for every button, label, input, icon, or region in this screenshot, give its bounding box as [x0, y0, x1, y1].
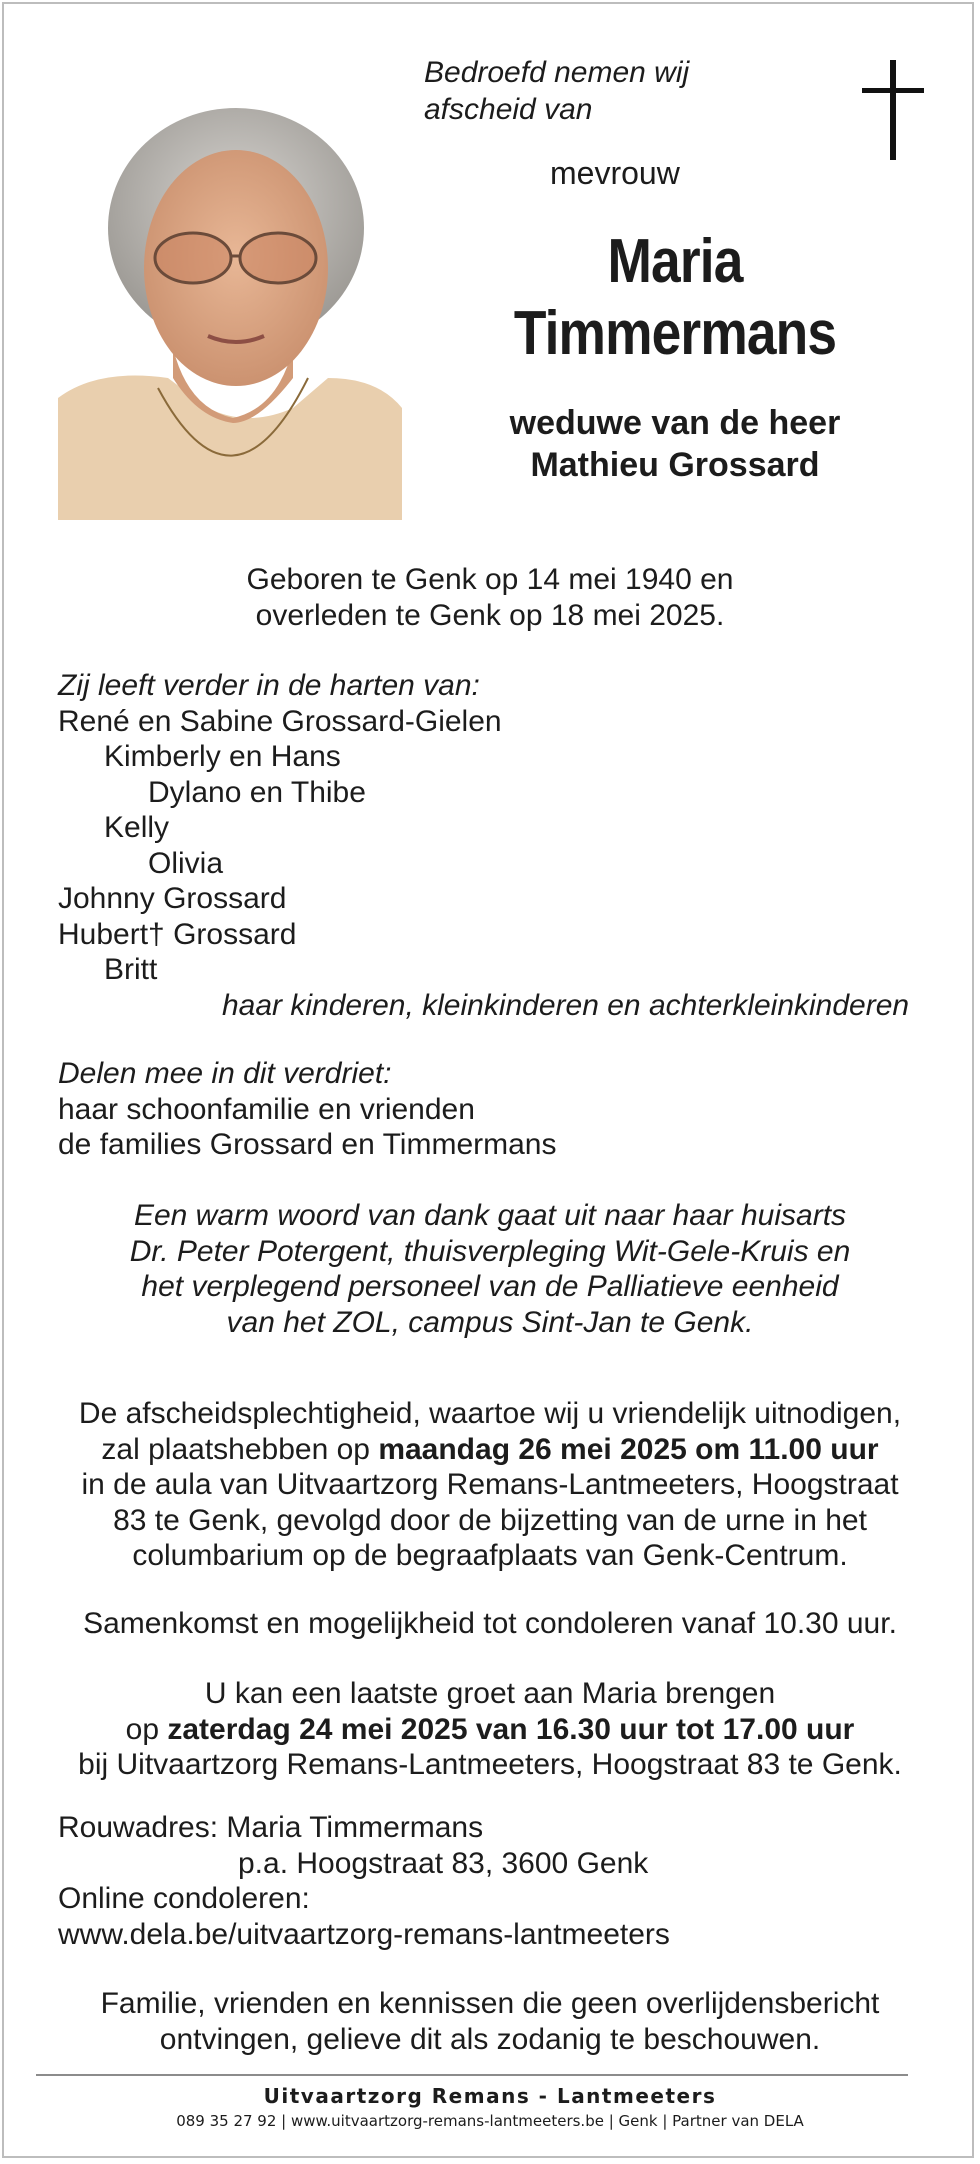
- footer-contact: 089 35 27 92 | www.uitvaartzorg-remans-lantmeeters.be | Genk | Partner van DELA: [176, 2112, 804, 2130]
- ceremony-section: De afscheidsplechtigheid, waartoe wij u vriendelijk uitnodigen, zal plaatshebben op maandag 26 mei 2025 om 11.00 uur in de aula van Uitvaartzorg Remans-Lantmeeters, Hoogstraat 83 te Genk, gevolgd door de bijzetting van de urne in het columbarium op de begraafplaats van Genk-Centrum.: [78, 1397, 902, 1572]
- birth-death-info: Geboren te Genk op 14 mei 1940 en overleden te Genk op 18 mei 2025.: [246, 563, 734, 632]
- address-section: Rouwadres: Maria Timmermans p.a. Hoogstraat 83, 3600 Genk Online condoleren: www.dela.be/uitvaartzorg-remans-lantmeeters: [58, 1811, 670, 1951]
- thanks-section: Een warm woord van dank gaat uit naar haar huisarts Dr. Peter Potergent, thuisverpleging Wit-Gele-Kruis en het verplegend personeel van de Palliatieve eenheid van het ZOL, campus Sint-Jan te Genk.: [129, 1199, 851, 1339]
- relation-line: haar kinderen, kleinkinderen en achterkleinkinderen: [222, 988, 910, 1022]
- deceased-name: Maria Timmermans: [513, 227, 837, 368]
- visitation-date: zaterdag 24 mei 2025 van 16.30 uur tot 17.00 uur: [167, 1712, 855, 1746]
- visitation-section: U kan een laatste groet aan Maria brengen op zaterdag 24 mei 2025 van 16.30 uur tot 17.00 uur bij Uitvaartzorg Remans-Lantmeeters, Hoogstraat 83 te Genk.: [78, 1677, 902, 1781]
- sharing-heading: Delen mee in dit verdriet:: [58, 1057, 392, 1090]
- condolence-link[interactable]: www.dela.be/uitvaartzorg-remans-lantmeeters: [58, 1917, 670, 1951]
- survivor-line: Kelly: [104, 811, 170, 844]
- footer-company: Uitvaartzorg Remans - Lantmeeters: [263, 2084, 717, 2108]
- intro-text: Bedroefd nemen wij afscheid van: [424, 56, 690, 126]
- survivor-line: Dylano en Thibe: [148, 775, 366, 809]
- sharing-section: Delen mee in dit verdriet: haar schoonfamilie en vrienden de families Grossard en Timmermans: [58, 1057, 557, 1161]
- survivors-list: [58, 668, 909, 1023]
- ceremony-date: maandag 26 mei 2025 om 11.00 uur: [378, 1432, 879, 1466]
- footer-divider: [36, 2074, 908, 2076]
- survivor-line: Britt: [104, 953, 158, 986]
- survivor-lines: [58, 704, 909, 988]
- survivors-heading: Zij leeft verder in de harten van:: [58, 669, 480, 702]
- cross-icon: [862, 60, 924, 160]
- portrait-photo: [58, 78, 402, 520]
- survivor-line: Olivia: [148, 846, 224, 880]
- honorific: mevrouw: [550, 155, 680, 191]
- gathering-info: Samenkomst en mogelijkheid tot condoleren vanaf 10.30 uur.: [83, 1607, 897, 1640]
- survivor-line: Johnny Grossard: [58, 882, 287, 915]
- notice-section: Familie, vrienden en kennissen die geen overlijdensbericht ontvingen, gelieve dit als zodanig te beschouwen.: [100, 1987, 880, 2056]
- widow-of: weduwe van de heer Mathieu Grossard: [509, 404, 841, 484]
- survivor-line: Hubert† Grossard: [58, 917, 297, 951]
- survivor-line: Kimberly en Hans: [104, 740, 341, 773]
- survivor-line: René en Sabine Grossard-Gielen: [58, 704, 502, 738]
